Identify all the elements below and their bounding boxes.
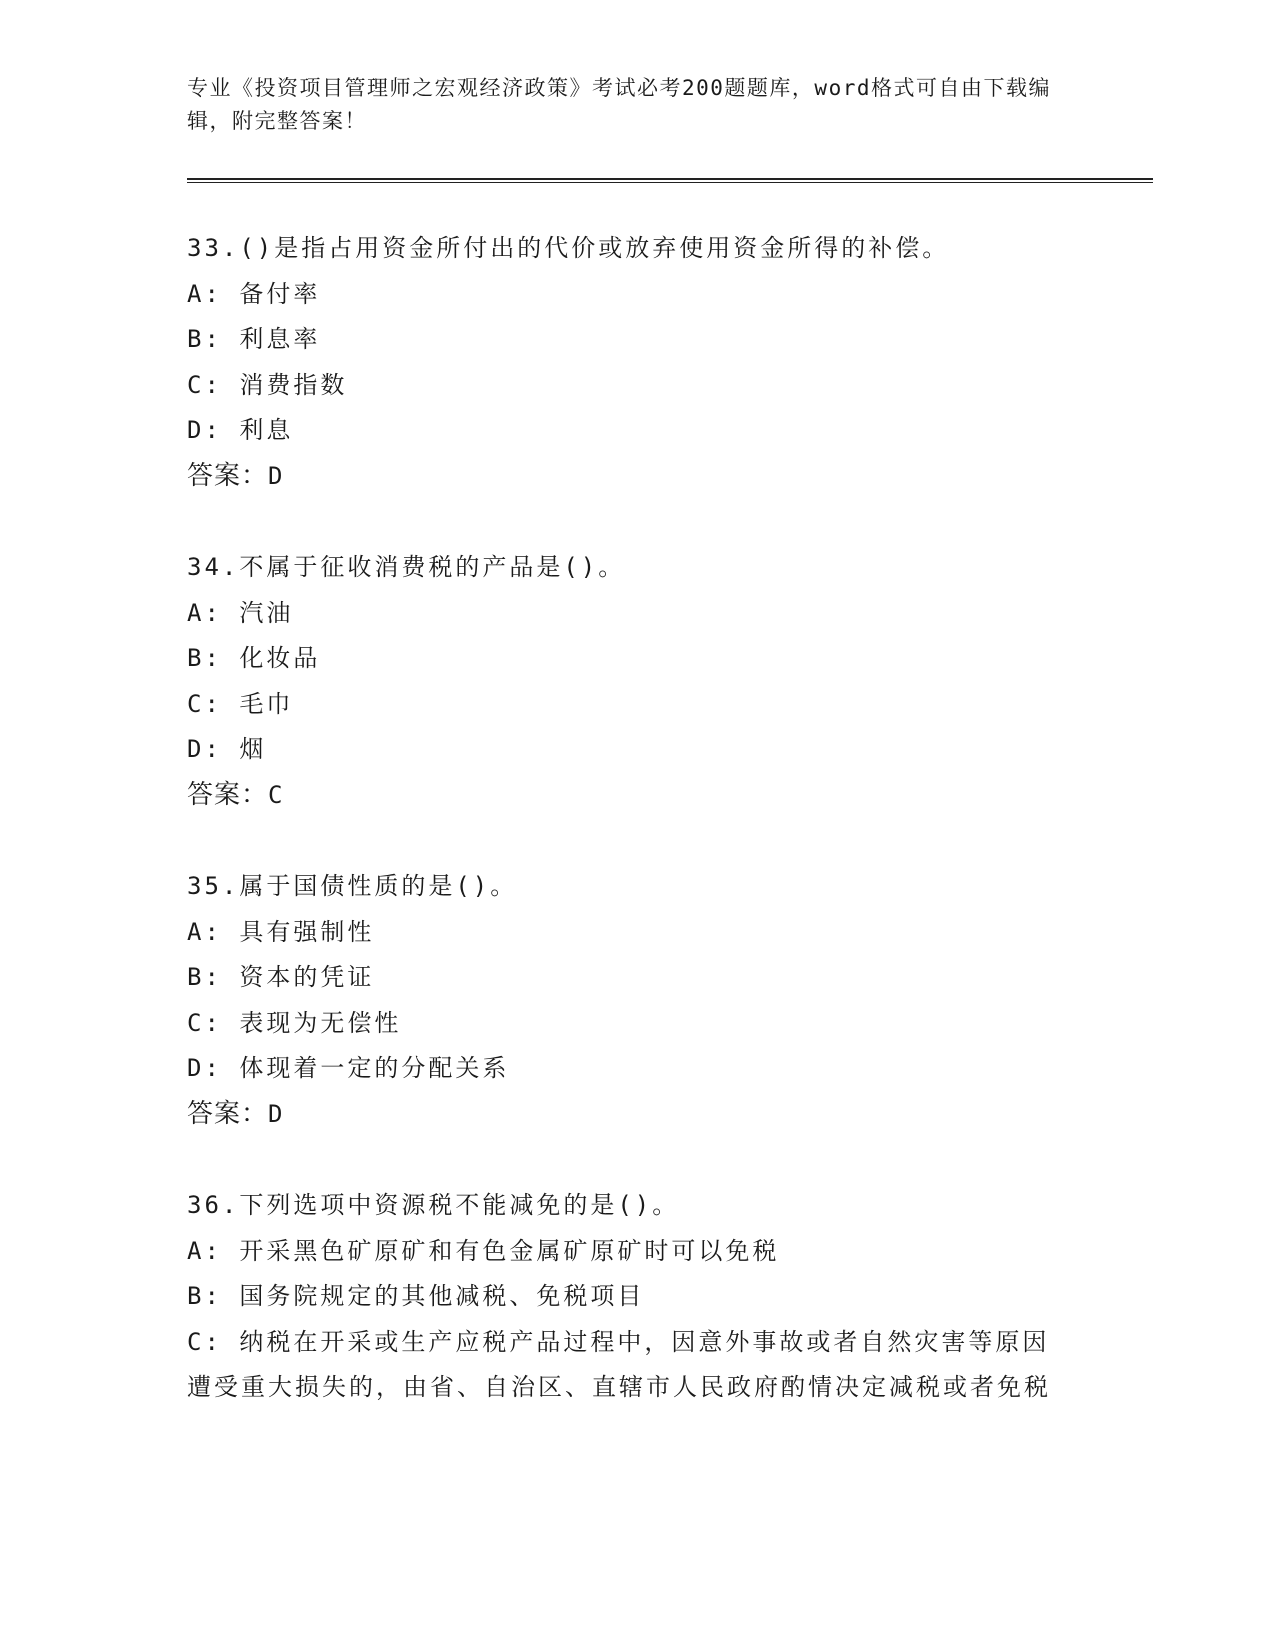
option-a: A: 具有强制性 [187, 917, 375, 946]
answer-label: 答案： [187, 1098, 269, 1129]
answer-label: 答案： [187, 779, 269, 810]
option-d: D: 利息 [187, 416, 294, 444]
option-c: C: 消费指数 [187, 370, 348, 399]
question-33 [187, 226, 1087, 499]
option-a: A: 汽油 [187, 598, 294, 627]
question-stem: 33.()是指占用资金所付出的代价或放弃使用资金所得的补偿。 [187, 234, 950, 262]
option-d: D: 烟 [187, 735, 267, 763]
option-b: B: 国务院规定的其他减税、免税项目 [187, 1282, 645, 1310]
header-divider [187, 178, 1153, 183]
answer-value: C [268, 780, 284, 809]
question-stem: 36.下列选项中资源税不能减免的是()。 [187, 1191, 680, 1219]
answer-line [187, 773, 1087, 819]
document-header: 专业《投资项目管理师之宏观经济政策》考试必考200题题库，word格式可自由下载编辑，附完整答案！ [187, 76, 1051, 133]
option-b: B: 资本的凭证 [187, 963, 375, 991]
option-c: C: 表现为无偿性 [187, 1008, 402, 1037]
question-36 [187, 1183, 1087, 1411]
option-c: C: 毛巾 [187, 689, 294, 718]
option-b: B: 利息率 [187, 325, 321, 353]
question-35 [187, 864, 1087, 1137]
question-34 [187, 545, 1087, 818]
option-d: D: 体现着一定的分配关系 [187, 1054, 510, 1082]
answer-label: 答案： [187, 460, 269, 491]
answer-line [187, 1092, 1087, 1138]
option-c: C: 纳税在开采或生产应税产品过程中，因意外事故或者自然灾害等原因遭受重大损失的，由省、自治区、直辖市人民政府酌情决定减税或者免税 [187, 1327, 1051, 1401]
answer-line [187, 454, 1087, 500]
option-a: A: 开采黑色矿原矿和有色金属矿原矿时可以免税 [187, 1236, 780, 1265]
answer-value: D [268, 461, 284, 490]
option-a: A: 备付率 [187, 279, 321, 308]
option-b: B: 化妆品 [187, 644, 321, 672]
question-stem: 35.属于国债性质的是()。 [187, 872, 518, 900]
answer-value: D [268, 1099, 284, 1128]
question-stem: 34.不属于征收消费税的产品是()。 [187, 553, 626, 581]
